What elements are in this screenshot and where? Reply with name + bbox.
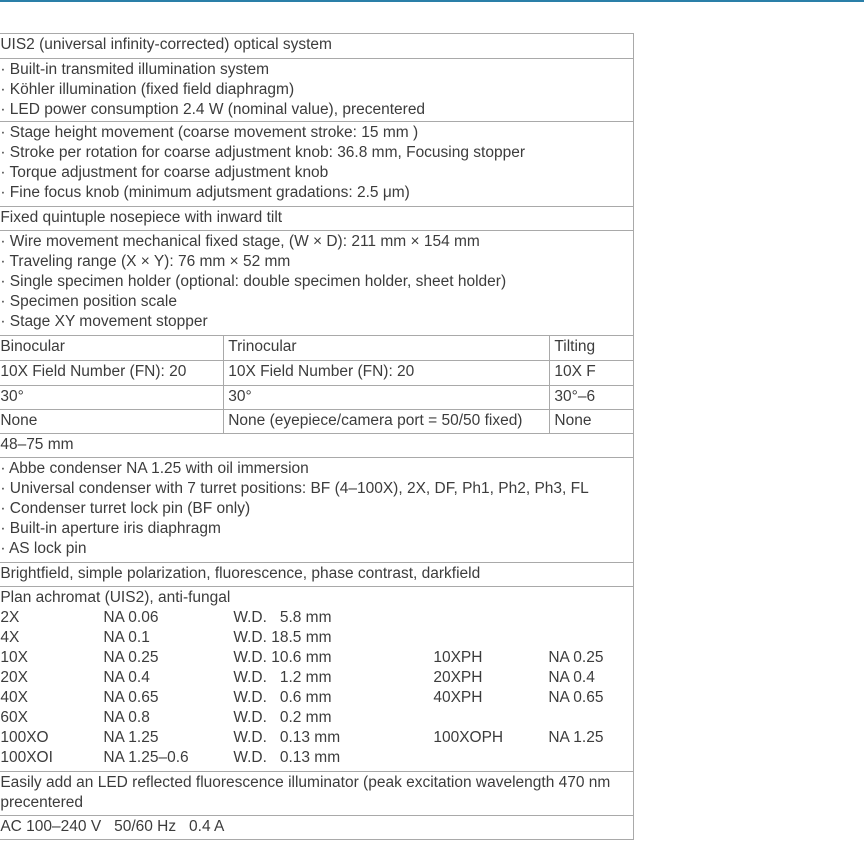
objective-wd: W.D. 0.6 mm	[233, 689, 332, 706]
value-fluorescence	[0, 772, 634, 816]
row-illumination	[0, 59, 634, 122]
stage-line: · Stage XY movement stopper	[0, 313, 208, 330]
focus-line: · Stroke per rotation for coarse adjustment knob: 36.8 mm, Focusing stopper	[0, 144, 525, 161]
value-interpupillary: 48–75 mm	[0, 434, 634, 458]
objective-na: NA 0.1	[103, 629, 150, 646]
objective-wd: W.D. 0.2 mm	[233, 709, 332, 726]
objective-mag: 100XOI	[0, 749, 53, 766]
objective-ph-mag: 20XPH	[433, 669, 483, 686]
objective-wd: W.D. 18.5 mm	[233, 629, 332, 646]
eyepiece-trinocular: 10X Field Number (FN): 20	[224, 361, 550, 386]
illumination-line: · Köhler illumination (fixed field diaphragm)	[0, 81, 295, 98]
stage-line: · Specimen position scale	[0, 293, 177, 310]
objective-mag: 4X	[0, 629, 20, 646]
fluorescence-line: precentered	[0, 794, 84, 811]
objective-mag: 40X	[0, 689, 28, 706]
focus-line: · Torque adjustment for coarse adjustment knob	[0, 164, 329, 181]
objective-na: NA 1.25	[103, 729, 159, 746]
objective-wd: W.D. 5.8 mm	[233, 609, 332, 626]
value-focus	[0, 122, 634, 207]
row-objectives	[0, 587, 634, 772]
row-optical-system	[0, 34, 634, 59]
objective-na: NA 0.4	[103, 669, 150, 686]
objective-mag: 2X	[0, 609, 20, 626]
objectives-list	[0, 608, 628, 768]
inclination-tilting: 30°–6	[550, 386, 634, 410]
row-nosepiece	[0, 207, 634, 231]
selector-trinocular: None (eyepiece/camera port = 50/50 fixed)	[224, 410, 550, 434]
condenser-line: · AS lock pin	[0, 540, 87, 557]
row-stage	[0, 231, 634, 336]
objective-row	[0, 648, 628, 668]
row-power	[0, 816, 634, 840]
inclination-trinocular: 30°	[224, 386, 550, 410]
objective-row	[0, 728, 628, 748]
row-condenser	[0, 458, 634, 563]
objective-mag: 60X	[0, 709, 28, 726]
fluorescence-line: Easily add an LED reflected fluorescence illuminator (peak excitation wavelength 470 nm	[0, 774, 611, 791]
value-condenser	[0, 458, 634, 563]
objective-row	[0, 668, 628, 688]
objective-row	[0, 608, 628, 628]
objective-mag: 100XO	[0, 729, 49, 746]
value-nosepiece: Fixed quintuple nosepiece with inward tilt	[0, 207, 634, 231]
objective-na: NA 1.25–0.6	[103, 749, 189, 766]
row-interpupillary	[0, 434, 634, 458]
tube-binocular: Binocular	[0, 336, 224, 361]
objective-mag: 10X	[0, 649, 28, 666]
objective-row	[0, 748, 628, 768]
value-stage	[0, 231, 634, 336]
row-fluorescence	[0, 772, 634, 816]
inclination-binocular: 30°	[0, 386, 224, 410]
objective-na: NA 0.65	[103, 689, 159, 706]
stage-line: · Wire movement mechanical fixed stage, (W × D): 211 mm × 154 mm	[0, 233, 480, 250]
illumination-line: · Built-in transmited illumination system	[0, 61, 270, 78]
condenser-line: · Built-in aperture iris diaphragm	[0, 520, 221, 537]
objective-na: NA 0.06	[103, 609, 159, 626]
row-light-selector	[0, 410, 634, 434]
objective-row	[0, 628, 628, 648]
value-power: AC 100–240 V 50/60 Hz 0.4 A	[0, 816, 634, 840]
objective-row	[0, 708, 628, 728]
objective-wd: W.D. 0.13 mm	[233, 729, 341, 746]
row-inclination	[0, 386, 634, 410]
spec-table	[0, 33, 634, 840]
objectives-heading: Plan achromat (UIS2), anti-fungal	[0, 589, 231, 606]
objective-na: NA 0.8	[103, 709, 150, 726]
value-illumination	[0, 59, 634, 122]
objective-ph-na: NA 0.4	[548, 669, 595, 686]
selector-binocular: None	[0, 410, 224, 434]
focus-line: · Fine focus knob (minimum adjutsment gradations: 2.5 μm)	[0, 184, 410, 201]
row-tube-type	[0, 336, 634, 361]
objective-ph-mag: 10XPH	[433, 649, 483, 666]
objective-row	[0, 688, 628, 708]
value-observation-methods: Brightfield, simple polarization, fluorescence, phase contrast, darkfield	[0, 563, 634, 587]
objective-ph-na: NA 1.25	[548, 729, 604, 746]
condenser-line: · Abbe condenser NA 1.25 with oil immersion	[0, 460, 309, 477]
spec-table-container	[0, 33, 864, 864]
header-rule	[0, 0, 864, 8]
illumination-line: · LED power consumption 2.4 W (nominal value), precentered	[0, 101, 426, 118]
objective-na: NA 0.25	[103, 649, 159, 666]
objective-wd: W.D. 1.2 mm	[233, 669, 332, 686]
objective-ph-mag: 100XOPH	[433, 729, 504, 746]
objective-ph-na: NA 0.65	[548, 689, 604, 706]
tube-trinocular: Trinocular	[224, 336, 550, 361]
focus-line: · Stage height movement (coarse movement stroke: 15 mm )	[0, 124, 419, 141]
eyepiece-binocular: 10X Field Number (FN): 20	[0, 361, 224, 386]
objective-wd: W.D. 10.6 mm	[233, 649, 332, 666]
stage-line: · Traveling range (X × Y): 76 mm × 52 mm	[0, 253, 291, 270]
value-objectives	[0, 587, 634, 772]
objective-ph-na: NA 0.25	[548, 649, 604, 666]
row-focus	[0, 122, 634, 207]
row-observation-methods	[0, 563, 634, 587]
objective-wd: W.D. 0.13 mm	[233, 749, 341, 766]
tube-tilting: Tilting	[550, 336, 634, 361]
objective-mag: 20X	[0, 669, 28, 686]
condenser-line: · Universal condenser with 7 turret positions: BF (4–100X), 2X, DF, Ph1, Ph2, Ph3, FL	[0, 480, 589, 497]
stage-line: · Single specimen holder (optional: double specimen holder, sheet holder)	[0, 273, 507, 290]
selector-tilting: None	[550, 410, 634, 434]
condenser-line: · Condenser turret lock pin (BF only)	[0, 500, 251, 517]
value-optical-system: UIS2 (universal infinity-corrected) optical system	[0, 34, 634, 59]
objective-ph-mag: 40XPH	[433, 689, 483, 706]
row-eyepiece	[0, 361, 634, 386]
eyepiece-tilting: 10X F	[550, 361, 634, 386]
